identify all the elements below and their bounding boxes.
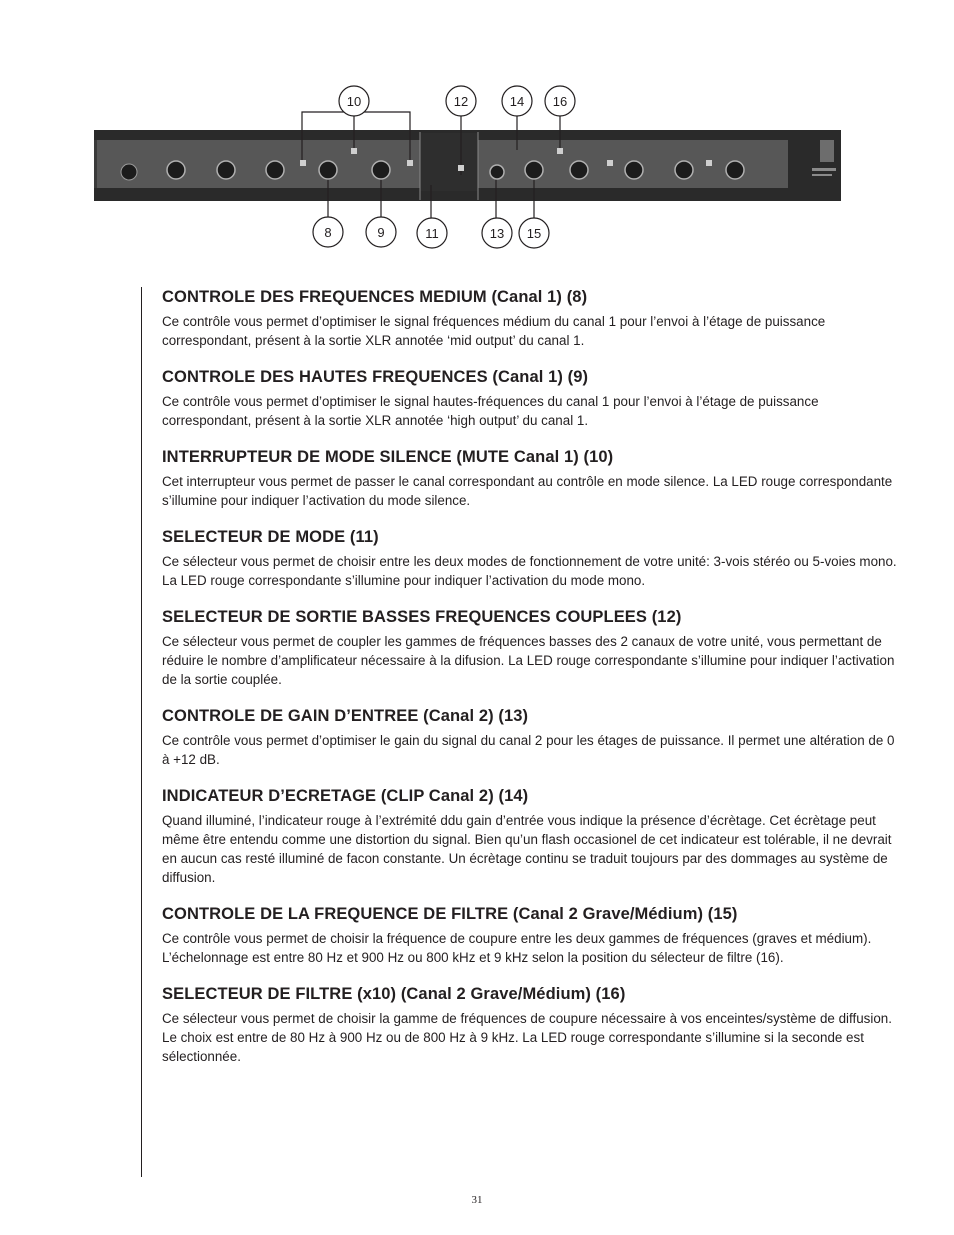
switch [300,160,306,166]
mode-section [420,133,478,191]
front-panel-figure [0,0,954,260]
section-title: CONTROLE DE GAIN D’ENTREE (Canal 2) (13) [162,707,529,725]
section-input-gain [142,706,902,769]
knob [625,161,643,179]
section-body: Ce contrôle vous permet d’optimiser le signal hautes-fréquences du canal 1 pour l’envoi à l’étage de puissance correspondant, présent à la sortie XLR annotée ‘high output’ du canal 1. [162,394,819,428]
section-body: Cet interrupteur vous permet de passer le canal correspondant au contrôle en mode silence. La LED rouge correspondante s’illumine pour indiquer l’activation du mode silence. [162,474,893,508]
switch [557,148,563,154]
knob [319,161,337,179]
knob [490,165,504,179]
section-body: Ce contrôle vous permet d’optimiser le gain du signal du canal 2 pour les étages de puissance. Il permet une altération de 0 à +12 dB. [162,733,895,767]
callout-number: 14 [509,94,525,109]
section-body: Ce sélecteur vous permet de choisir entre les deux modes de fonctionnement de votre unité: 3-vois stéréo ou 5-voies mono. La LED rouge correspondante s’illumine pour indiquer l’activation du mode mono. [162,554,897,588]
section-clip-indicator [142,786,902,887]
switch [706,160,712,166]
callout-number: 13 [489,226,505,241]
section-mute-switch [142,447,902,510]
section-title: SELECTEUR DE SORTIE BASSES FREQUENCES COUPLEES (12) [162,608,682,626]
section-title: CONTROLE DE LA FREQUENCE DE FILTRE (Canal 2 Grave/Médium) (15) [162,905,738,923]
callout-number: 8 [324,225,332,240]
page-number: 31 [471,1194,483,1206]
section-title: CONTROLE DES HAUTES FREQUENCES (Canal 1) (9) [162,368,589,386]
callout-number: 9 [377,225,385,240]
section-coupled-low-output [142,607,902,689]
knob [525,161,543,179]
content-column [141,287,902,1177]
callout-number: 12 [453,94,469,109]
section-filter-frequency [142,904,902,967]
callout-number: 10 [346,94,362,109]
callouts-bottom [313,217,549,248]
knob [726,161,744,179]
knob [167,161,185,179]
section-body: Ce sélecteur vous permet de coupler les gammes de fréquences basses des 2 canaux de votre unité, vous permettant de réduire le nombre d’amplificateur nécessaire à la difusion. La LED rouge correspondante s’illumine pour indiquer l’activation de la sortie couplée. [162,634,895,687]
knob [121,164,137,180]
switch [607,160,613,166]
callout-number: 11 [425,226,439,241]
section-title: CONTROLE DES FREQUENCES MEDIUM (Canal 1) (8) [162,288,588,306]
switch [458,165,464,171]
section-filter-selector [142,984,902,1066]
section-high-frequency-control [142,367,902,430]
knob [266,161,284,179]
section-title: SELECTEUR DE MODE (11) [162,528,379,546]
knob [570,161,588,179]
section-body: Ce sélecteur vous permet de choisir la gamme de fréquences de coupure nécessaire à vos enceintes/système de diffusion. Le choix est entre de 80 Hz à 900 Hz ou de 800 Hz à 9 kHz. La LED rouge correspondante s’illumine si la seconde est sélectionnée. [162,1011,892,1064]
section-title: SELECTEUR DE FILTRE (x10) (Canal 2 Grave/Médium) (16) [162,985,626,1003]
switch [407,160,413,166]
section-title: INDICATEUR D’ECRETAGE (CLIP Canal 2) (14) [162,787,529,805]
knob [372,161,390,179]
section-body: Ce contrôle vous permet d’optimiser le signal fréquences médium du canal 1 pour l’envoi à l’étage de puissance correspondant, présent à la sortie XLR annotée ‘mid output’ du canal 1. [162,314,826,348]
knob [675,161,693,179]
callout-number: 15 [526,226,542,241]
section-body: Quand illuminé, l’indicateur rouge à l’extrémité ddu gain d’entrée vous indique la présence d’écrètage. Cet écrètage peut même être entendu comme une distortion du signal. Bien qu’un flash occasionel de cet indicateur est tolérable, il ne devrait en aucun cas resté illuminé de facon constante. Un écrètage continu se traduit toujours par des dommages au système de diffusion. [162,813,892,885]
section-mode-selector [142,527,902,590]
switch [351,148,357,154]
knob [217,161,235,179]
section-title: INTERRUPTEUR DE MODE SILENCE (MUTE Canal 1) (10) [162,448,614,466]
section-body: Ce contrôle vous permet de choisir la fréquence de coupure entre les deux gammes de fréquences (graves et médium). L’échelonnage est entre 80 Hz et 900 Hz ou 800 kHz et 9 kHz selon la position du sélecteur de filtre (16). [162,931,872,965]
callout-number: 16 [552,94,568,109]
section-mid-frequency-control [142,287,902,350]
